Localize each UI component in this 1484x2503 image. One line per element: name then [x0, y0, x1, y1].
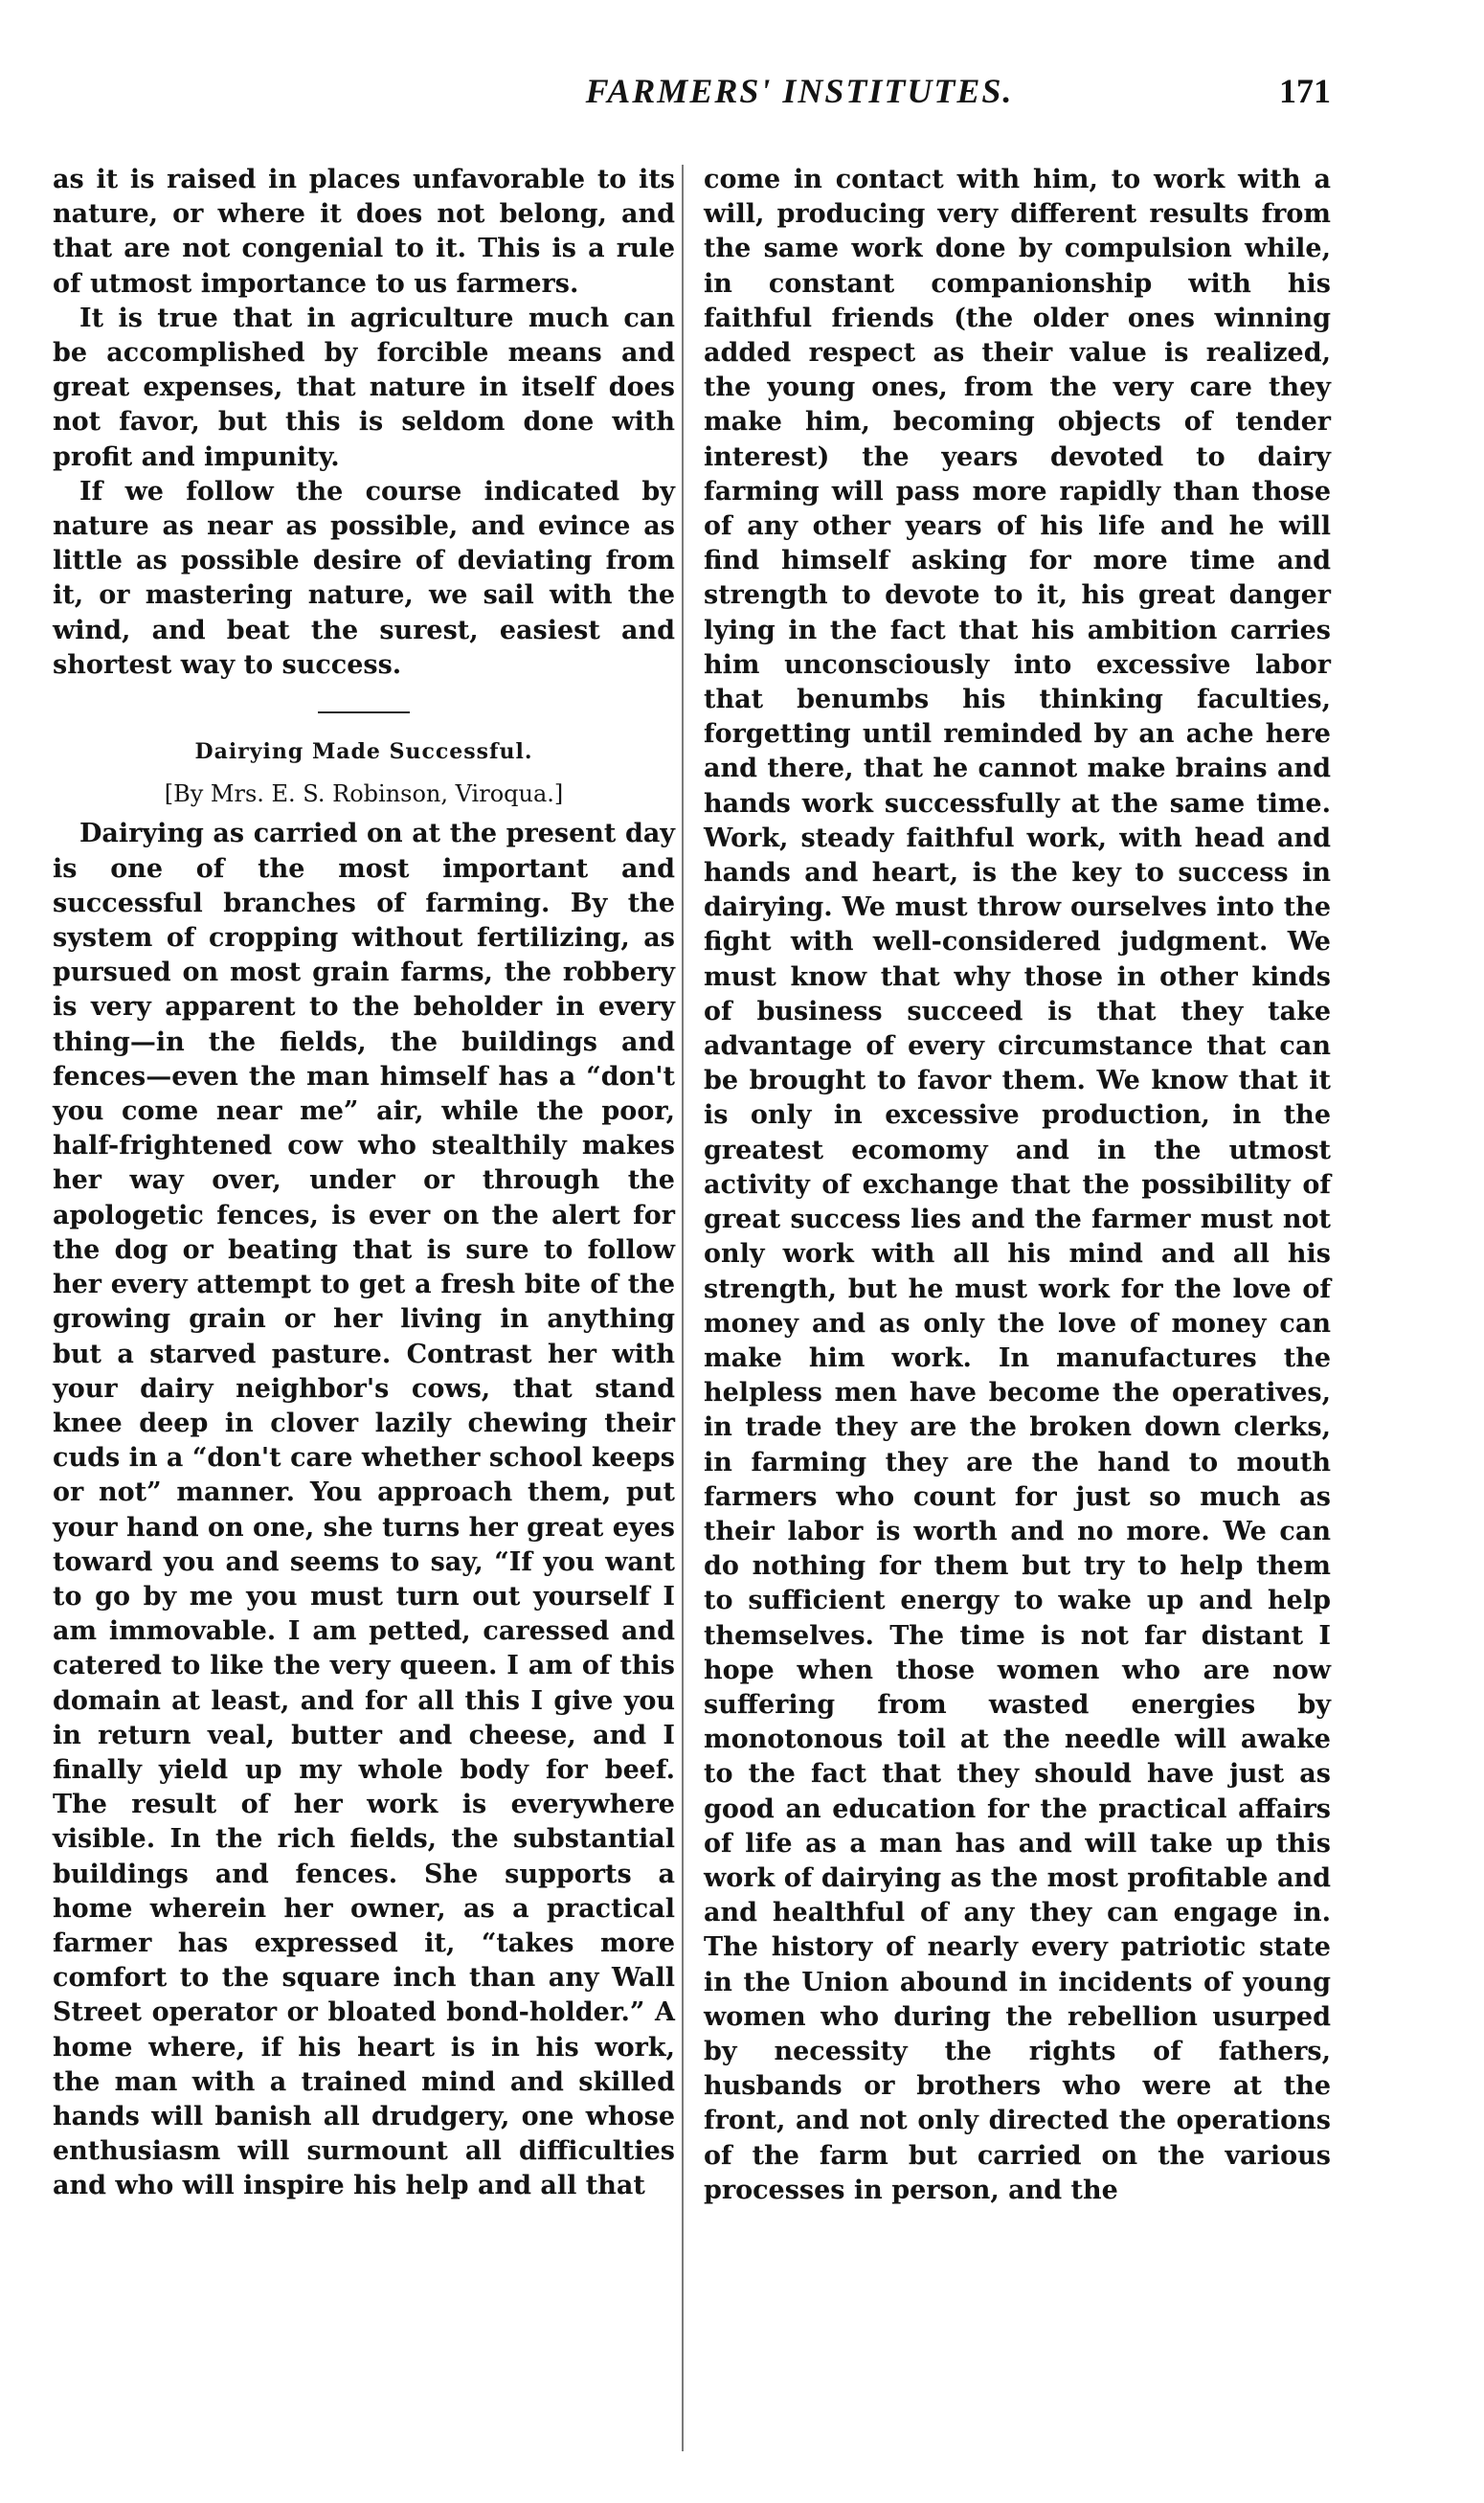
article-title: Dairying Made Successful.	[194, 739, 533, 765]
left-column	[53, 163, 675, 2204]
column-divider	[682, 165, 684, 2451]
page-number: 171	[1279, 72, 1331, 110]
article-byline: [By Mrs. E. S. Robinson, Viroqua.]	[164, 780, 564, 808]
paragraph: If we follow the course indicated by nature as near as possible, and evince as little as possible desire of deviating from it, or mastering nature, we sail with the wind, and beat the surest, easiest and shortest way to success.	[53, 476, 675, 680]
section-divider	[318, 711, 410, 713]
paragraph: It is true that in agriculture much can be accomplished by forcible means and great expenses, that nature in itself does not favor, but this is seldom done with profit and impunity.	[53, 303, 675, 472]
right-column	[704, 163, 1331, 2208]
article-body: Dairying as carried on at the present day is one of the most important and successful branches of farming. By the system of cropping without fertilizing, as pursued on most grain farms, the robbery is very apparent to the beholder in every thing—in the fields, the buildings and fences—even the man himself has a “don't you come near me” air, while the poor, half-frightened cow who stealthily makes her way over, under or through the apologetic fences, is ever on the alert for the dog or beating that is sure to follow her every attempt to get a fresh bite of the growing grain or her living in anything but a starved pasture. Contrast her with your dairy neighbor's cows, that stand knee deep in clover lazily chewing their cuds in a “don't care whether school keeps or not” manner. You approach them, put your hand on one, she turns her great eyes toward you and seems to say, “If you want to go by me you must turn out yourself I am immovable. I am petted, caressed and catered to like the very queen. I am of this domain at least, and for all this I give you in return veal, butter and cheese, and I finally yield up my whole body for beef. The result of her work is everywhere visible. In the rich fields, the substantial buildings and fences. She supports a home wherein her owner, as a practical farmer has expressed it, “takes more comfort to the square inch than any Wall Street operator or bloated bond-holder.” A home where, if his heart is in his work, the man with a trained mind and skilled hands will banish all drudgery, one whose enthusiasm will surmount all difficulties and who will inspire his help and all that	[53, 819, 675, 2201]
running-title: FARMERS' INSTITUTES.	[585, 72, 1014, 110]
page-header	[0, 71, 1484, 128]
paragraph: come in contact with him, to work with a will, producing very different results from the same work done by compulsion while, in constant companionship with his faithful friends (the older ones winning added respect as their value is realized, the young ones, from the very care they make him, becoming objects of tender interest) the years devoted to dairy farming will pass more rapidly than those of any other years of his life and he will find himself asking for more time and strength to devote to it, his great danger lying in the fact that his ambition carries him unconsciously into excessive labor that benumbs his thinking faculties, forgetting until reminded by an ache here and there, that he cannot make brains and hands work successfully at the same time. Work, steady faithful work, with head and hands and heart, is the key to success in dairying. We must throw ourselves into the fight with well-considered judgment. We must know that why those in other kinds of business succeed is that they take advantage of every circumstance that can be brought to favor them. We know that it is only in excessive production, in the greatest ecomomy and in the utmost activity of exchange that the possibility of great success lies and the farmer must not only work with all his mind and all his strength, but he must work for the love of money and as only the love of money can make him work. In manufactures the helpless men have become the operatives, in trade they are the broken down clerks, in farming they are the hand to mouth farmers who count for just so much as their labor is worth and no more. We can do nothing for them but try to help them to sufficient energy to wake up and help themselves. The time is not far distant I hope when those women who are now suffering from wasted energies by monotonous toil at the needle will awake to the fact that they should have just as good an education for the practical affairs of life as a man has and will take up this work of dairying as the most profitable and and healthful of any they can engage in. The history of nearly every patriotic state in the Union abound in incidents of young women who during the rebellion usurped by necessity the rights of fathers, husbands or brothers who were at the front, and not only directed the operations of the farm but carried on the various processes in person, and the	[704, 165, 1331, 2205]
paragraph: as it is raised in places unfavorable to its nature, or where it does not belong, and that are not congenial to it. This is a rule of utmost importance to us farmers.	[53, 165, 675, 299]
